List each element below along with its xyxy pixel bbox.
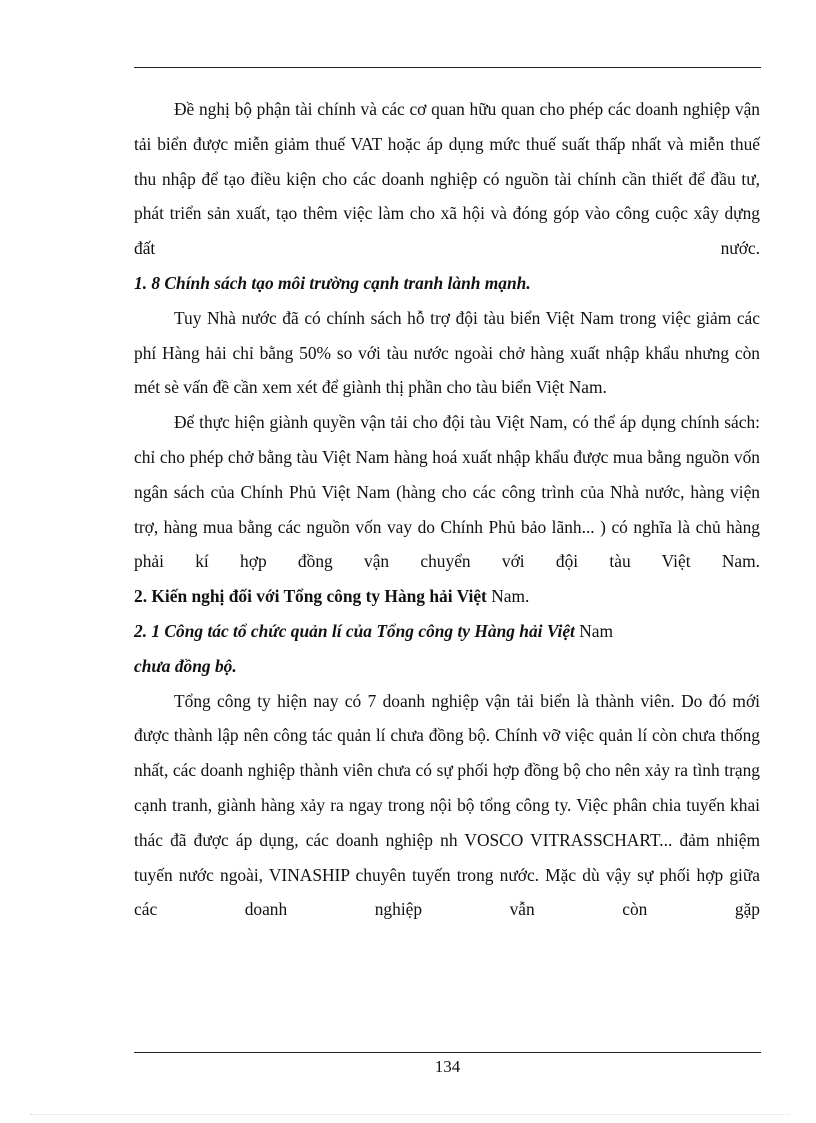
page-body [134,92,760,927]
heading-2-tail: Nam. [491,586,530,607]
paragraph-corporation: Tổng công ty hiện nay có 7 doanh nghiệp vận tải biển là thành viên. Do đó mới được thành lập nên công tác quản lí chưa đồng bộ. Chính vỡ việc quản lí còn chưa thống nhất, các doanh nghiệp thành viên chưa có sự phối hợp đồng bộ cho nên xảy ra tình trạng cạnh tranh, giành hàng xảy ra ngay trong nội bộ tổng công ty. Việc phân chia tuyến khai thác đã được áp dụng, các doanh nghiệp nh VOSCO VITRASSCHART... đảm nhiệm tuyến nước ngoài, VINASHIP chuyên tuyến trong nước. Mặc dù vậy sự phối hợp giữa các doanh nghiệp vẫn còn gặp [134,690,760,920]
heading-2-1 [134,614,760,649]
heading-2 [134,579,760,614]
page-number: 134 [434,1057,461,1076]
paragraph-fee-support: Tuy Nhà nước đã có chính sách hỗ trợ đội tàu biển Việt Nam trong việc giảm các phí Hàng hải chỉ bằng 50% so với tàu nước ngoài chở hàng xuất nhập khẩu nhưng còn mét sè vấn đề cần xem xét để giành thị phần cho tàu biển Việt Nam. [134,307,760,398]
heading-2-text: 2. Kiến nghị đối với Tổng công ty Hàng hải Việt [134,586,487,607]
heading-2-1-tail: Nam [579,620,614,641]
heading-2-1-continuation: chưa đồng bộ. [134,655,237,676]
paragraph-transport-rights: Để thực hiện giành quyền vận tải cho đội tàu Việt Nam, có thể áp dụng chính sách: chỉ cho phép chở bằng tàu Việt Nam hàng hoá xuất nhập khẩu được mua bằng nguồn vốn ngân sách của Chính Phủ Việt Nam (hàng cho các công trình của Nhà nước, hàng viện trợ, hàng mua bằng các nguồn vốn vay do Chính Phủ bảo lãnh... ) có nghĩa là chủ hàng phải kí hợp đồng vận chuyển với đội tàu Việt Nam. [134,412,760,572]
heading-2-1-text: 2. 1 Công tác tổ chức quản lí của Tổng công ty Hàng hải Việt [134,620,575,641]
heading-1-8: 1. 8 Chính sách tạo môi trường cạnh tranh lành mạnh. [134,272,531,293]
page-edge-dots [30,1114,790,1115]
header-rule [134,67,761,68]
paragraph-vat-proposal: Đề nghị bộ phận tài chính và các cơ quan hữu quan cho phép các doanh nghiệp vận tải biển được miễn giảm thuế VAT hoặc áp dụng mức thuế suất thấp nhất và miễn thuế thu nhập để tạo điều kiện cho các doanh nghiệp có nguồn tài chính cần thiết để đầu tư, phát triển sản xuất, tạo thêm việc làm cho xã hội và đóng góp vào công cuộc xây dựng đất nước. [134,99,760,259]
footer-rule [134,1052,761,1053]
